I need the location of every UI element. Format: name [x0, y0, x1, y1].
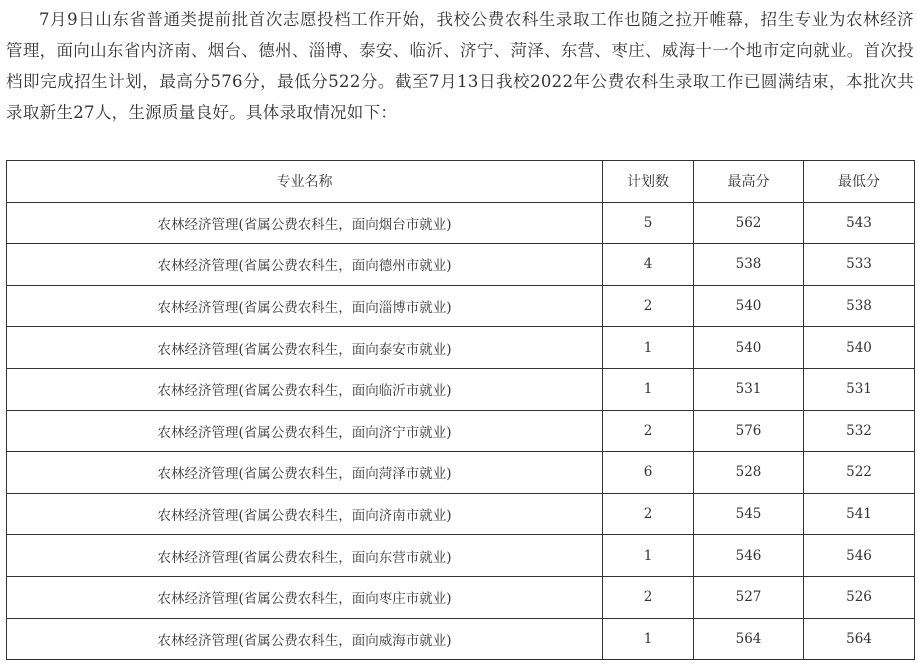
cell-low: 564 — [804, 618, 915, 660]
table-row — [7, 202, 915, 244]
cell-high: 527 — [694, 576, 804, 618]
cell-low: 541 — [804, 493, 915, 535]
table-row — [7, 285, 915, 327]
cell-plan: 6 — [603, 452, 694, 494]
cell-low: 532 — [804, 410, 915, 452]
header-major: 专业名称 — [7, 161, 603, 203]
cell-low: 526 — [804, 576, 915, 618]
cell-major: 农林经济管理(省属公费农科生，面向泰安市就业) — [7, 327, 603, 369]
table-row — [7, 535, 915, 577]
table-row — [7, 618, 915, 660]
table-row — [7, 410, 915, 452]
cell-major: 农林经济管理(省属公费农科生，面向淄博市就业) — [7, 285, 603, 327]
cell-high: 528 — [694, 452, 804, 494]
table-header-row — [7, 161, 915, 203]
cell-high: 562 — [694, 202, 804, 244]
cell-low: 522 — [804, 452, 915, 494]
cell-plan: 1 — [603, 368, 694, 410]
cell-plan: 2 — [603, 576, 694, 618]
cell-low: 538 — [804, 285, 915, 327]
cell-plan: 2 — [603, 493, 694, 535]
cell-major: 农林经济管理(省属公费农科生，面向枣庄市就业) — [7, 576, 603, 618]
header-plan: 计划数 — [603, 161, 694, 203]
cell-high: 540 — [694, 285, 804, 327]
cell-plan: 5 — [603, 202, 694, 244]
cell-major: 农林经济管理(省属公费农科生，面向临沂市就业) — [7, 368, 603, 410]
cell-plan: 4 — [603, 244, 694, 286]
cell-high: 576 — [694, 410, 804, 452]
header-low: 最低分 — [804, 161, 915, 203]
cell-high: 531 — [694, 368, 804, 410]
cell-major: 农林经济管理(省属公费农科生，面向济南市就业) — [7, 493, 603, 535]
cell-plan: 2 — [603, 410, 694, 452]
cell-high: 538 — [694, 244, 804, 286]
admission-table — [6, 160, 915, 660]
cell-low: 531 — [804, 368, 915, 410]
cell-low: 546 — [804, 535, 915, 577]
intro-paragraph: 7月9日山东省普通类提前批首次志愿投档工作开始，我校公费农科生录取工作也随之拉开帷幕，招生专业为农林经济管理，面向山东省内济南、烟台、德州、淄博、泰安、临沂、济宁、菏泽、东营、枣庄、威海十一个地市定向就业。首次投档即完成招生计划，最高分576分，最低分522分。截至7月13日我校2022年公费农科生录取工作已圆满结束，本批次共录取新生27人，生源质量良好。具体录取情况如下： — [6, 10, 914, 122]
cell-high: 545 — [694, 493, 804, 535]
cell-high: 540 — [694, 327, 804, 369]
table-row — [7, 493, 915, 535]
table-row — [7, 327, 915, 369]
cell-low: 543 — [804, 202, 915, 244]
cell-major: 农林经济管理(省属公费农科生，面向德州市就业) — [7, 244, 603, 286]
cell-plan: 1 — [603, 535, 694, 577]
cell-plan: 1 — [603, 327, 694, 369]
cell-major: 农林经济管理(省属公费农科生，面向烟台市就业) — [7, 202, 603, 244]
cell-major: 农林经济管理(省属公费农科生，面向菏泽市就业) — [7, 452, 603, 494]
cell-major: 农林经济管理(省属公费农科生，面向东营市就业) — [7, 535, 603, 577]
table-row — [7, 452, 915, 494]
cell-major: 农林经济管理(省属公费农科生，面向济宁市就业) — [7, 410, 603, 452]
cell-low: 533 — [804, 244, 915, 286]
cell-high: 546 — [694, 535, 804, 577]
cell-high: 564 — [694, 618, 804, 660]
table-row — [7, 244, 915, 286]
cell-major: 农林经济管理(省属公费农科生，面向威海市就业) — [7, 618, 603, 660]
header-high: 最高分 — [694, 161, 804, 203]
cell-plan: 2 — [603, 285, 694, 327]
table-row — [7, 368, 915, 410]
table-row — [7, 576, 915, 618]
cell-low: 540 — [804, 327, 915, 369]
cell-plan: 1 — [603, 618, 694, 660]
